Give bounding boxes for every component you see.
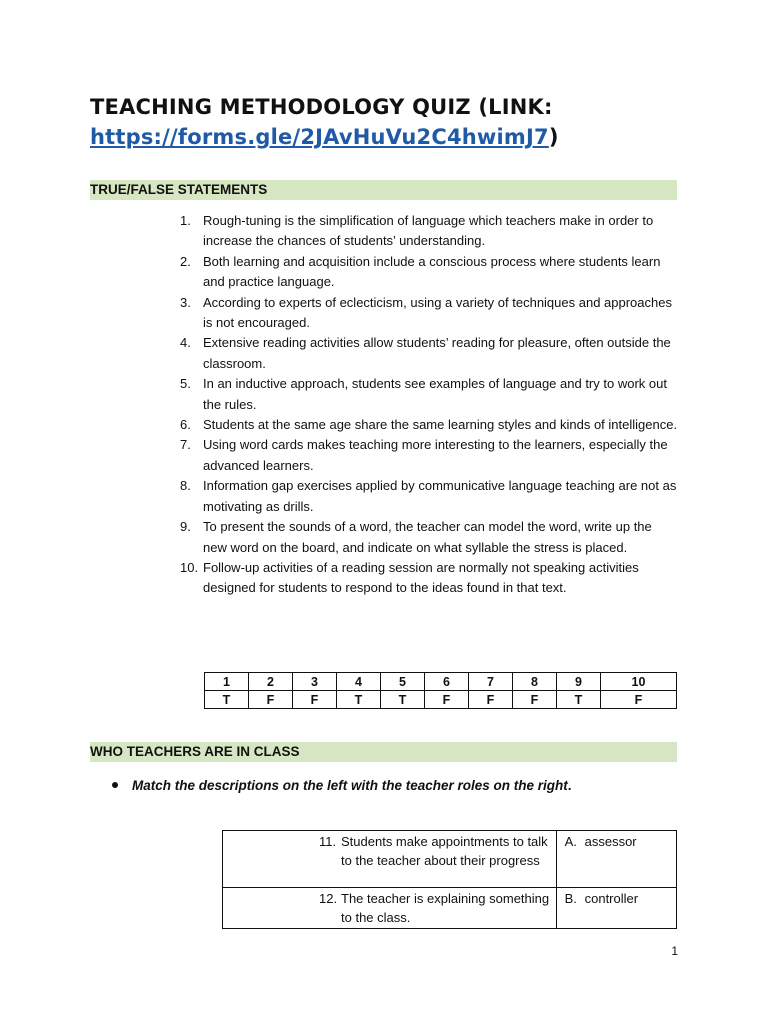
answer-number-cell: 3 (293, 673, 337, 691)
statement-number: 5. (180, 376, 191, 392)
role-cell (556, 831, 676, 888)
answer-number-cell: 7 (469, 673, 513, 691)
bullet-icon (112, 782, 118, 788)
answer-value-cell: T (337, 691, 381, 709)
statement-text: Extensive reading activities allow students’ reading for pleasure, often outside the classroom. (203, 335, 671, 371)
instruction-text: Match the descriptions on the left with the teacher roles on the right (132, 778, 568, 793)
statement-item (178, 476, 678, 517)
page-number: 1 (671, 944, 678, 958)
title-text: TEACHING METHODOLOGY QUIZ (LINK: (90, 95, 553, 119)
answer-number-cell: 8 (513, 673, 557, 691)
statement-number: 2. (180, 253, 191, 269)
answer-table (204, 672, 677, 709)
matching-table (222, 830, 677, 929)
statement-item (178, 415, 678, 435)
statement-text: Both learning and acquisition include a conscious process where students learn and practice language. (203, 253, 661, 290)
role-letter: A. (564, 834, 577, 849)
statement-text: To present the sounds of a word, the teacher can model the word, write up the new word on the board, and indicate on what syllable the stress is placed. (203, 519, 652, 555)
answer-value-cell: F (513, 691, 557, 709)
statement-item (178, 435, 678, 476)
answer-number-row (205, 673, 677, 691)
statement-text: Using word cards makes teaching more interesting to the learners, especially the advanced learners. (203, 437, 668, 473)
role-text: controller (584, 891, 639, 906)
answer-value-cell: F (601, 691, 677, 709)
answer-value-cell: T (557, 691, 601, 709)
statement-item (178, 558, 678, 599)
statement-number: 8. (180, 478, 191, 494)
statement-text: Students at the same age share the same learning styles and kinds of intelligence. (203, 417, 678, 433)
statement-item (178, 517, 678, 558)
role-letter: B. (564, 891, 577, 906)
title-closing: ) (548, 125, 559, 149)
answer-value-cell: F (293, 691, 337, 709)
answer-number-cell: 9 (557, 673, 601, 691)
quiz-link[interactable]: https://forms.gle/2JAvHuVu2C4hwimJ7 (90, 125, 549, 149)
statement-text: Rough-tuning is the simplification of language which teachers make in order to increase the chances of students’ understanding. (203, 213, 654, 249)
answer-value-cell: F (249, 691, 293, 709)
description-cell (223, 888, 557, 929)
instruction-end: . (567, 778, 572, 793)
statement-number: 3. (180, 294, 191, 310)
description-number: 12. (319, 891, 338, 906)
answer-value-cell: F (469, 691, 513, 709)
description-number: 11. (319, 834, 337, 849)
statement-item (178, 293, 678, 334)
matching-row (223, 831, 677, 888)
statement-number: 10. (180, 559, 199, 575)
statement-item (178, 211, 678, 252)
statement-item (178, 333, 678, 374)
statement-text: Follow-up activities of a reading session are normally not speaking activities designed for students to respond to the ideas found in that text. (203, 559, 639, 596)
description-cell (223, 831, 557, 888)
role-cell (556, 888, 676, 929)
matching-row (223, 888, 677, 929)
statement-text: In an inductive approach, students see examples of language and try to work out the rules. (203, 376, 667, 412)
statement-number: 9. (180, 519, 191, 535)
answer-value-row (205, 691, 677, 709)
description-text: The teacher is explaining something to the class. (341, 891, 550, 925)
answer-value-cell: T (205, 691, 249, 709)
statement-item (178, 374, 678, 415)
description-text: Students make appointments to talk to the teacher about their progress (341, 834, 548, 868)
answer-value-cell: F (425, 691, 469, 709)
answer-number-cell: 5 (381, 673, 425, 691)
answer-value-cell: T (381, 691, 425, 709)
statement-number: 1. (180, 213, 191, 228)
answer-number-cell: 6 (425, 673, 469, 691)
statement-text: Information gap exercises applied by communicative language teaching are not as motivating as drills. (203, 478, 677, 514)
role-text: assessor (584, 834, 637, 849)
statement-number: 6. (180, 417, 191, 433)
statement-item (178, 252, 678, 293)
answer-number-cell: 10 (601, 673, 677, 691)
statement-number: 7. (180, 437, 191, 453)
match-instruction (112, 776, 672, 796)
section-heading-true-false: TRUE/FALSE STATEMENTS (90, 180, 677, 200)
statement-text: According to experts of eclecticism, using a variety of techniques and approaches is not encouraged. (203, 294, 672, 331)
section-heading-teachers: WHO TEACHERS ARE IN CLASS (90, 742, 677, 762)
true-false-list (178, 211, 678, 599)
page-title (90, 92, 690, 152)
answer-number-cell: 2 (249, 673, 293, 691)
statement-number: 4. (180, 335, 191, 351)
answer-number-cell: 4 (337, 673, 381, 691)
answer-number-cell: 1 (205, 673, 249, 691)
